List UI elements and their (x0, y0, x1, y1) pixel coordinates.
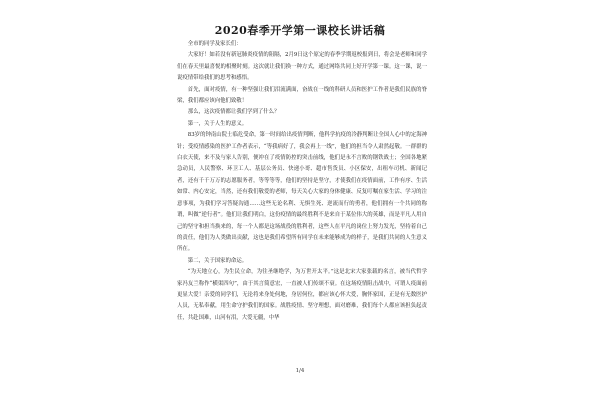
page-title: 2020春季开学第一课校长讲话稿 (214, 24, 386, 37)
page-number: 1/4 (295, 368, 305, 374)
salutation: 全市的同学及家长们： (187, 41, 242, 47)
paragraph-tribute: 首先，面对疫情，有一种坚强让我们泪流满面，奋战在一线的科研人员和医护工作者是我们民族的脊梁，我们都应该向他们致敬！ (177, 86, 427, 105)
paragraph-meaning-of-life: 83岁的钟南山院士临危受命，第一时间给出疫情判断，他科学抗疫的冷静判断让全国人心中的定海神针；受疫情感染的医护工作者表示，“等我病好了，我会再上一线”，他们的担当令人肃然起敬。一群群的白衣天使，来不及与家人告别，便冲在了疫情防控的突击前线，他们是永不言败的钢铁战士；全国各地紧急动员，人民警察、环卫工人、基层公务员、快递小哥、超市售货员、小区保安，出租车司机、新闻记者，还有千千万万的志愿服务者，等等等等，他们的坚持是坚守，才使我们在疫情面前，工作有序、生活如常、内心安定，当然，还有我们敬爱的老师，每天关心大家的身体健康、反复叮嘱在家生活、学习的注意事项，为我们学习答疑沟通……这些无论名利、无惧生死、逆流而行的勇者，他们拥有一个共同的称谓，叫做“逆行者”。他们让我们明白，这份疫情的最终胜利不是来自于某位伟大的英雄，而是平凡人用自己的坚守和担当换来的，每一个人都是这场战役的胜利者，这些人在平凡的岗位上努力发光，坚持着自己的责任，他们为人类做出贡献，这也是我们希望所有同学在未来能够成为的样子，是我们共同的人生意义所在。 (177, 132, 427, 253)
paragraph-question: 那么，这次疫情都让我们学到了什么？ (187, 109, 280, 116)
paragraph-national-destiny: “为天地立心，为生民立命，为往圣继绝学，为万世开太平。”这是北宋大家张载的名言，被当代哲学家冯友兰称作“横渠四句”，由于其言简意宏，一直被人们传颂不衰。在这场疫情阻击战中，可谓人疫面前更显大爱！亲爱的同学们，无论将来身处何地，身居何位，都应该心怀大爱，胸怀家国，正是有无数医护人员，无私奉献，用生命守护我们的国家。战胜疫情、坚守理想，面对磨难，我们每个人都应该担负起责任，共赴国难，山河有泪，大爱无疆，中华 (177, 269, 427, 321)
section-heading-national-destiny: 第二，关于国家的命运。 (187, 257, 248, 264)
section-heading-meaning-of-life: 第一，关于人生的意义。 (187, 120, 248, 127)
document-body (177, 39, 427, 324)
paragraph-intro: 大家好！如若没有新冠肺炎疫情的阻隔，2月9日这个原定的春季学期返校报到日，将会是老师和同学们在春天里最喜悦的相聚时刻。这次就让我们换一种方式，通过网络共同上好开学第一课。这一课，说一说疫情带给我们的思考和感悟。 (177, 52, 427, 82)
